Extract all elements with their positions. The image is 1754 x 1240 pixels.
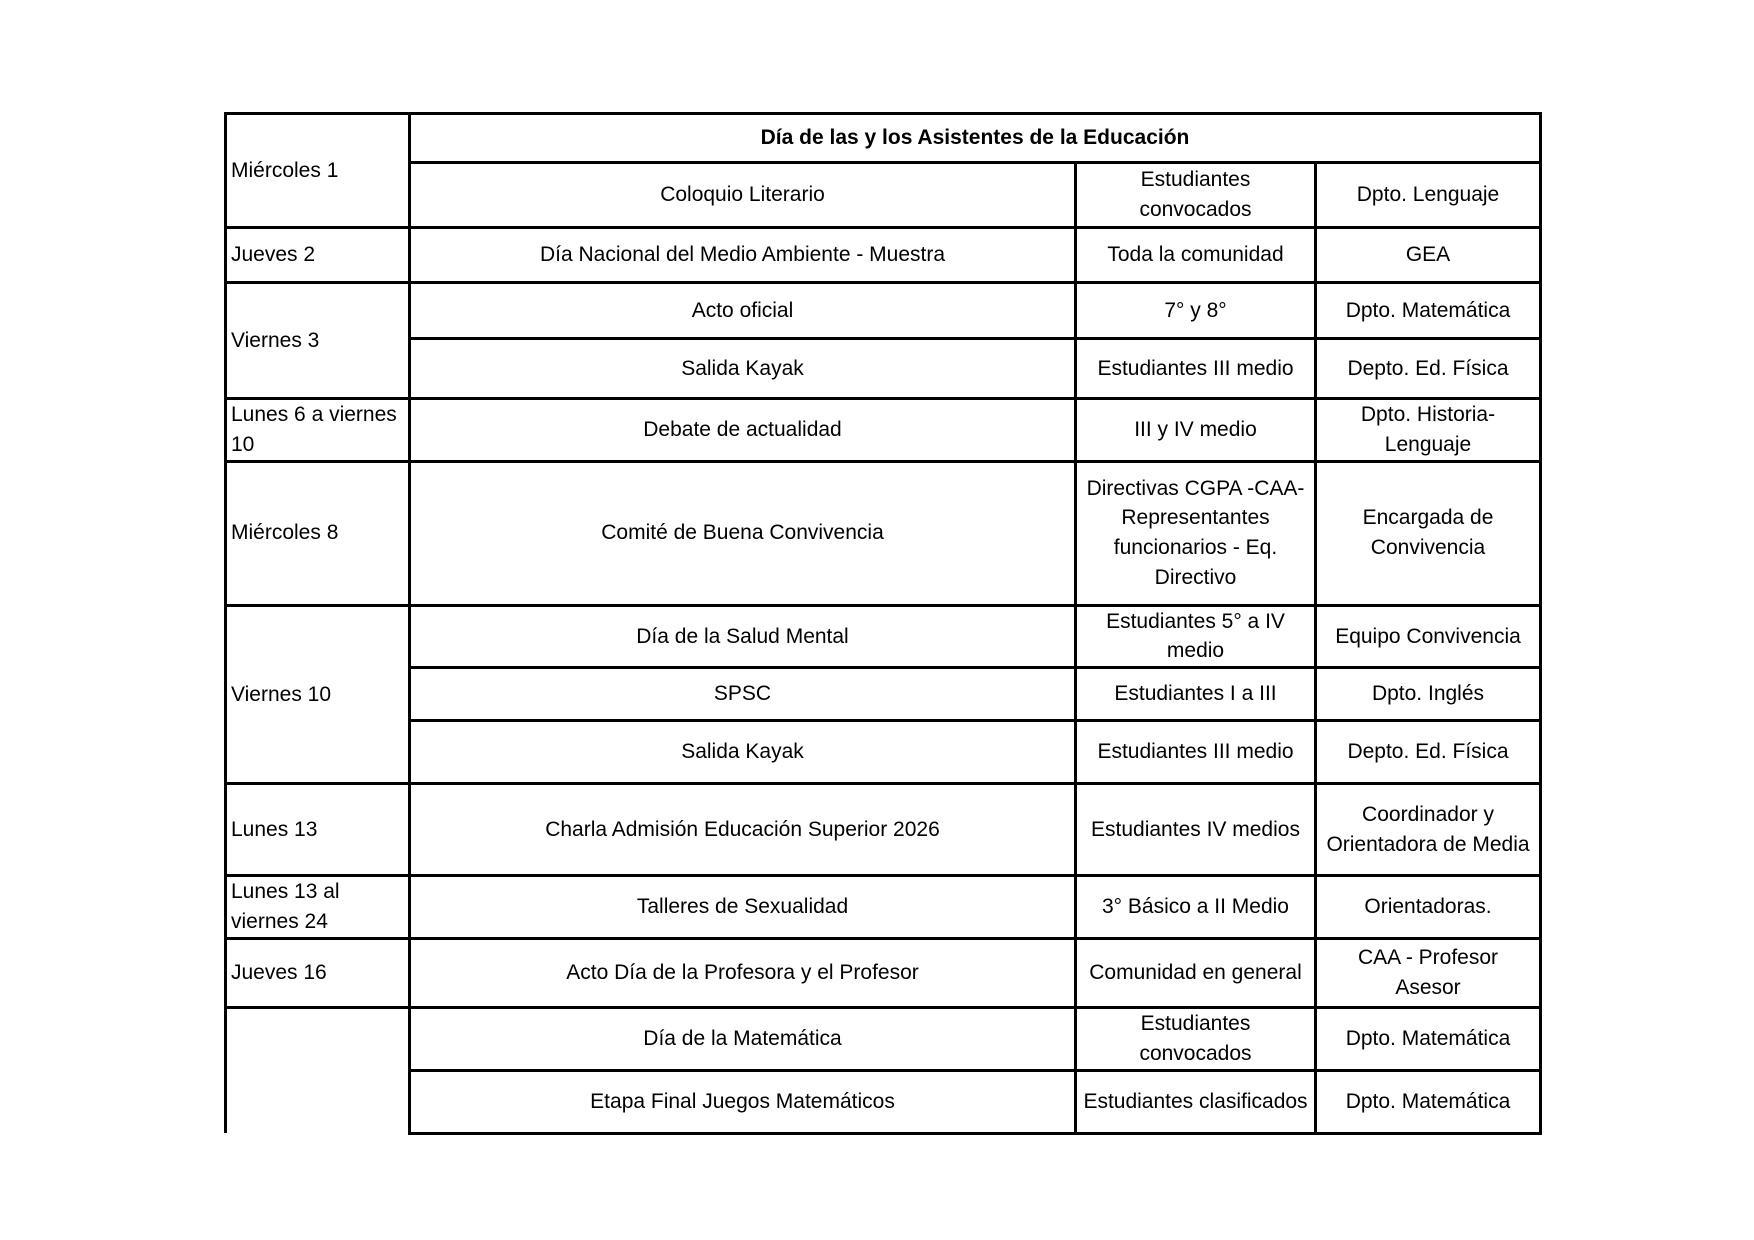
activity-cell: Coloquio Literario [410,163,1076,228]
date-cell: Lunes 13 al viernes 24 [226,876,410,939]
audience-cell: III y IV medio [1076,399,1316,462]
date-cell: Jueves 2 [226,228,410,283]
table-row [226,721,1541,784]
activity-cell: Comité de Buena Convivencia [410,461,1076,605]
activity-cell: Salida Kayak [410,721,1076,784]
responsible-cell: Equipo Convivencia [1316,605,1541,668]
audience-cell: Estudiantes III medio [1076,721,1316,784]
audience-cell: Estudiantes IV medios [1076,784,1316,876]
responsible-cell: Dpto. Inglés [1316,668,1541,721]
responsible-cell: Coordinador y Orientadora de Media [1316,784,1541,876]
date-cell: Viernes 3 [226,283,410,399]
date-cell: Lunes 13 [226,784,410,876]
activity-cell: Talleres de Sexualidad [410,876,1076,939]
responsible-cell: Dpto. Lenguaje [1316,163,1541,228]
audience-cell: Comunidad en general [1076,938,1316,1007]
responsible-cell: Dpto. Matemática [1316,283,1541,339]
activity-cell: Charla Admisión Educación Superior 2026 [410,784,1076,876]
audience-cell: Estudiantes 5° a IV medio [1076,605,1316,668]
activity-cell: SPSC [410,668,1076,721]
responsible-cell: Dpto. Matemática [1316,1070,1541,1133]
table-row [226,876,1541,939]
date-cell: Viernes 10 [226,605,410,784]
date-cell: Lunes 6 a viernes 10 [226,399,410,462]
table-row [226,461,1541,605]
responsible-cell: GEA [1316,228,1541,283]
date-cell: Miércoles 1 [226,114,410,228]
calendar-table [224,112,1542,1135]
responsible-cell: CAA - Profesor Asesor [1316,938,1541,1007]
responsible-cell: Dpto. Matemática [1316,1007,1541,1070]
audience-cell: Directivas CGPA -CAA- Representantes funcionarios - Eq. Directivo [1076,461,1316,605]
responsible-cell: Depto. Ed. Física [1316,339,1541,399]
audience-cell: Estudiantes convocados [1076,163,1316,228]
audience-cell: Estudiantes I a III [1076,668,1316,721]
table-row [226,399,1541,462]
table-row [226,605,1541,668]
table-row [226,114,1541,163]
date-cell: Jueves 16 [226,938,410,1007]
audience-cell: Estudiantes clasificados [1076,1070,1316,1133]
responsible-cell: Dpto. Historia-Lenguaje [1316,399,1541,462]
activity-cell: Día Nacional del Medio Ambiente - Muestra [410,228,1076,283]
responsible-cell: Encargada de Convivencia [1316,461,1541,605]
audience-cell: 7° y 8° [1076,283,1316,339]
responsible-cell: Depto. Ed. Física [1316,721,1541,784]
table-row [226,1070,1541,1133]
activity-cell: Acto oficial [410,283,1076,339]
date-cell [226,1007,410,1133]
table-row [226,668,1541,721]
table-row [226,283,1541,339]
table-row [226,339,1541,399]
activity-cell: Día de la Salud Mental [410,605,1076,668]
table-row [226,163,1541,228]
header-cell: Día de las y los Asistentes de la Educación [410,114,1541,163]
table-row [226,1007,1541,1070]
activity-cell: Etapa Final Juegos Matemáticos [410,1070,1076,1133]
activity-cell: Día de la Matemática [410,1007,1076,1070]
activity-cell: Debate de actualidad [410,399,1076,462]
activity-cell: Salida Kayak [410,339,1076,399]
audience-cell: 3° Básico a II Medio [1076,876,1316,939]
date-cell: Miércoles 8 [226,461,410,605]
audience-cell: Estudiantes convocados [1076,1007,1316,1070]
table-row [226,784,1541,876]
audience-cell: Toda la comunidad [1076,228,1316,283]
table-row [226,228,1541,283]
audience-cell: Estudiantes III medio [1076,339,1316,399]
responsible-cell: Orientadoras. [1316,876,1541,939]
table-row [226,938,1541,1007]
activity-cell: Acto Día de la Profesora y el Profesor [410,938,1076,1007]
